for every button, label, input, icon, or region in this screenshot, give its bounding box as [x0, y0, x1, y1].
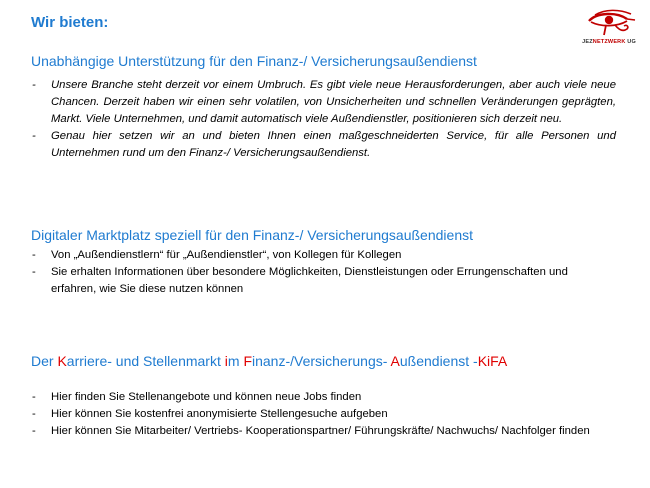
section-title-marketplace: Digitaler Marktplatz speziell für den Finanz-/ Versicherungsaußendienst [31, 227, 473, 243]
list-item: - Hier können Sie Mitarbeiter/ Vertriebs- Kooperationspartner/ Führungskräfte/ Nachwuchs/ Nachfolger finden [31, 423, 616, 440]
eye-of-horus-icon [577, 8, 641, 40]
section-title-support: Unabhängige Unterstützung für den Finanz-/ Versicherungsaußendienst [31, 53, 477, 69]
list-item: - Sie erhalten Informationen über besondere Möglichkeiten, Dienstleistungen oder Errungenschaften und erfahren, wie Sie diese nutzen können [31, 264, 616, 298]
list-item: - Von „Außendienstlern“ für „Außendienstler“, von Kollegen für Kollegen [31, 247, 616, 264]
section-title-kifa: Der Karriere- und Stellenmarkt im Finanz-/Versicherungs- Außendienst -KiFA [31, 353, 508, 369]
list-item: - Hier können Sie kostenfrei anonymisierte Stellengesuche aufgeben [31, 406, 616, 423]
marketplace-list [31, 247, 616, 298]
support-list [31, 77, 616, 162]
kifa-list [31, 389, 616, 440]
list-item: - Genau hier setzen wir an und bieten Ihnen einen maßgeschneiderten Service, für alle Personen und Unternehmen rund um den Finanz-/ Versicherungsaußendienst. [31, 128, 616, 162]
company-logo [577, 8, 641, 48]
list-item: - Unsere Branche steht derzeit vor einem Umbruch. Es gibt viele neue Herausforderungen, aber auch viele neue Chancen. Derzeit haben wir einen sehr volatilen, von Unsicherheiten und schnellen Veränderungen geprägten, Markt. Viele Unternehmen, und damit automatisch viele Außendienstler, positionieren sich derzeit neu. [31, 77, 616, 128]
list-item: - Hier finden Sie Stellenangebote und können neue Jobs finden [31, 389, 616, 406]
logo-text: JEZNETZWERK UG [582, 39, 636, 45]
page-title: Wir bieten: [31, 14, 109, 31]
